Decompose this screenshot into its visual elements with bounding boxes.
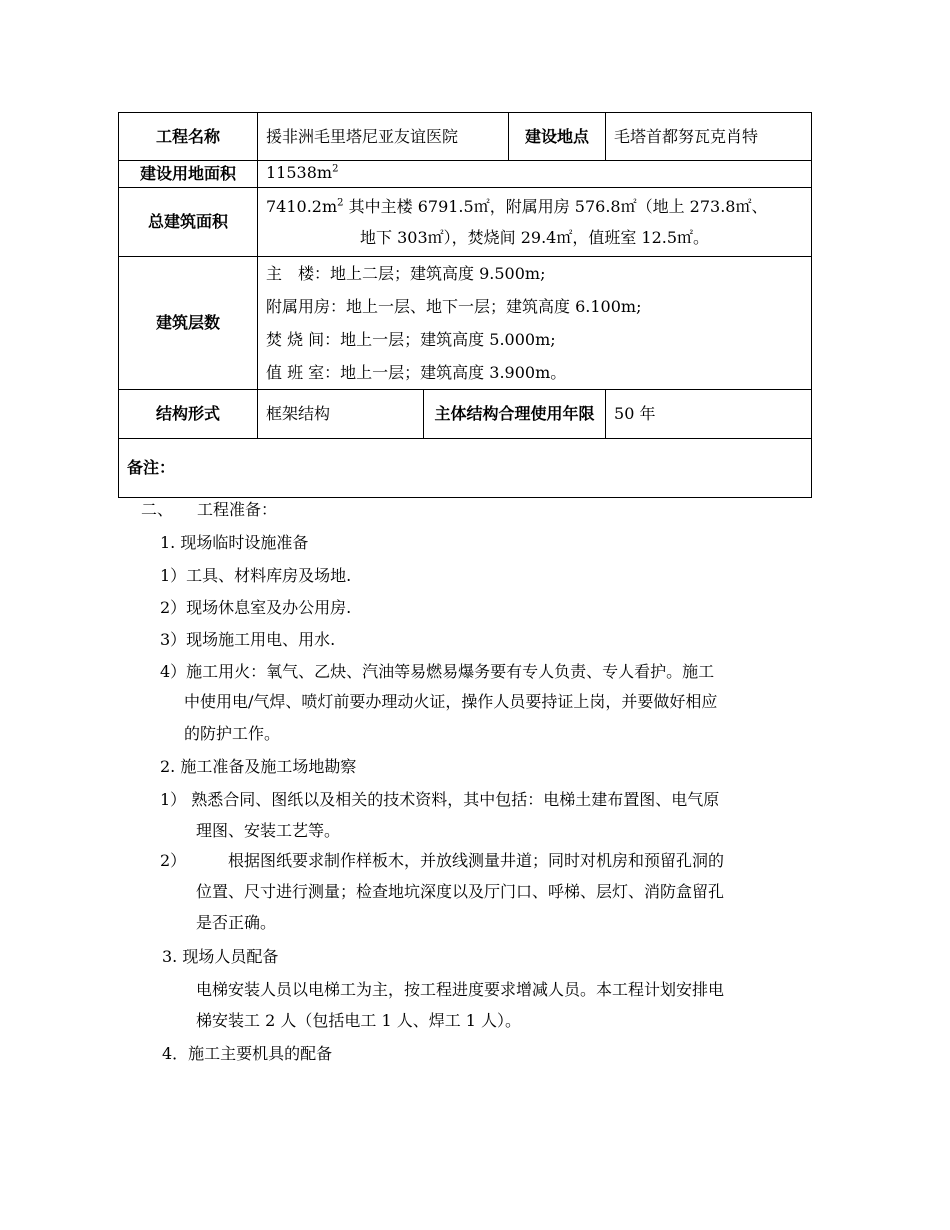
s1-item-4-cont-1: 中使用电/气焊、喷灯前要办理动火证，操作人员要持证上岗，并要做好相应 <box>184 692 718 711</box>
remarks-label: 备注： <box>119 439 812 498</box>
structure-label: 结构形式 <box>119 390 258 439</box>
project-name-label: 工程名称 <box>119 113 258 161</box>
s2-item-2-number: 2） <box>160 851 187 870</box>
floor-line-duty-room: 值 班 室：地上一层；建筑高度 3.900m。 <box>266 363 567 382</box>
row-remarks <box>119 439 812 498</box>
s2-item-2-cont-2: 是否正确。 <box>196 913 277 932</box>
row-floors <box>119 257 812 390</box>
s2-item-1: 1） 熟悉合同、图纸以及相关的技术资料，其中包括：电梯土建布置图、电气原 <box>160 790 720 809</box>
s1-item-2: 2）现场休息室及办公用房. <box>160 598 352 617</box>
row-total-area <box>119 188 812 257</box>
s1-item-4-cont-2: 的防护工作。 <box>184 724 281 743</box>
floors-value <box>258 257 812 390</box>
section-number: 二、 <box>141 500 174 519</box>
location-label: 建设地点 <box>509 113 606 161</box>
s1-item-3: 3）现场施工用电、用水. <box>160 630 336 649</box>
s3-text-2: 梯安装工 2 人（包括电工 1 人、焊工 1 人）。 <box>196 1011 522 1030</box>
s2-item-2-cont-1: 位置、尺寸进行测量；检查地坑深度以及厅门口、呼梯、层灯、消防盒留孔 <box>196 882 725 901</box>
location-value: 毛塔首都努瓦克肖特 <box>606 113 812 161</box>
s1-item-4: 4）施工用火：氧气、乙炔、汽油等易燃易爆务要有专人负责、专人看护。施工 <box>160 662 715 681</box>
project-info-table <box>118 112 812 498</box>
s4-title: 4．施工主要机具的配备 <box>162 1044 333 1063</box>
floors-label: 建筑层数 <box>119 257 258 390</box>
s1-title: 1. 现场临时设施准备 <box>160 533 309 552</box>
s3-text-1: 电梯安装人员以电梯工为主，按工程进度要求增减人员。本工程计划安排电 <box>196 980 725 999</box>
floor-line-main: 主 楼：地上二层；建筑高度 9.500m; <box>266 264 546 283</box>
row-project-name <box>119 113 812 161</box>
s3-title: 3. 现场人员配备 <box>162 947 279 966</box>
total-area-value <box>258 188 812 257</box>
s1-item-1: 1）工具、材料库房及场地. <box>160 566 352 585</box>
land-area-value: $11538m^2$ <box>258 161 812 188</box>
section-title: 工程准备： <box>197 500 278 519</box>
floor-line-annex: 附属用房：地上一层、地下一层；建筑高度 6.100m; <box>266 297 642 316</box>
s2-item-2: 根据图纸要求制作样板木，并放线测量井道；同时对机房和预留孔洞的 <box>228 851 725 870</box>
s2-title: 2. 施工准备及施工场地勘察 <box>160 757 357 776</box>
total-area-line-2: 地下 303㎡），焚烧间 29.4㎡，值班室 12.5㎡。 <box>360 228 710 247</box>
structure-value: 框架结构 <box>258 390 424 439</box>
floor-line-incinerator: 焚 烧 间：地上一层；建筑高度 5.000m; <box>266 330 556 349</box>
total-area-line-1: $7410.2m^2$ 其中主楼 6791.5㎡，附属用房 576.8㎡（地上 273.8㎡、 <box>266 197 768 216</box>
total-area-label: 总建筑面积 <box>119 188 258 257</box>
project-name-value: 援非洲毛里塔尼亚友谊医院 <box>258 113 509 161</box>
row-land-area <box>119 161 812 188</box>
s2-item-1-cont: 理图、安装工艺等。 <box>196 821 341 840</box>
service-life-label: 主体结构合理使用年限 <box>424 390 606 439</box>
land-area-label: 建设用地面积 <box>119 161 258 188</box>
service-life-value: 50 年 <box>606 390 812 439</box>
row-structure <box>119 390 812 439</box>
